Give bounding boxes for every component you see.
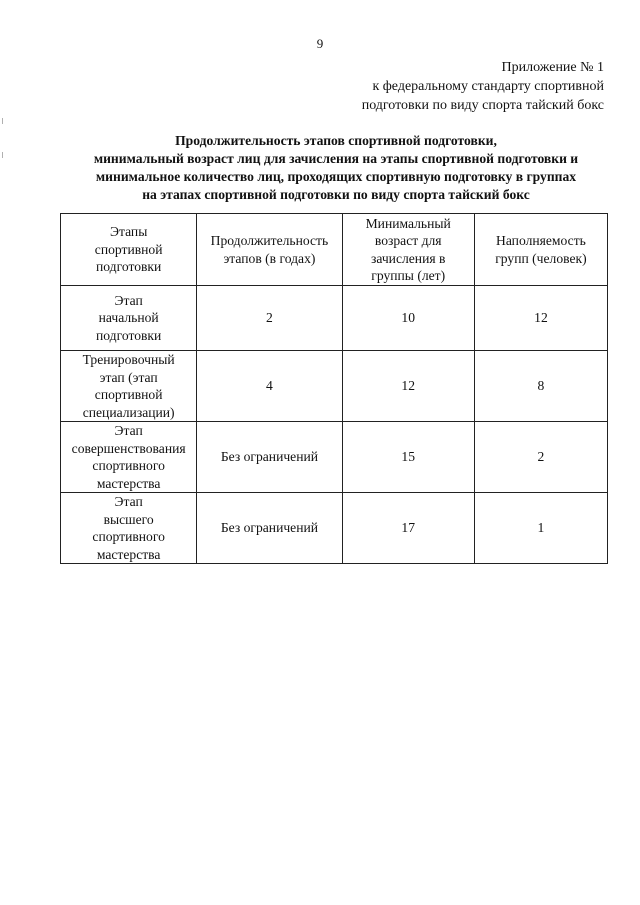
title-line: Продолжительность этапов спортивной подготовки, <box>175 133 497 148</box>
cell-duration: 2 <box>197 286 342 351</box>
stage-line: Этап <box>114 423 143 438</box>
cell-group-size: 12 <box>474 286 607 351</box>
appendix-line: Приложение № 1 <box>501 60 604 75</box>
cell-group-size: 8 <box>474 351 607 422</box>
table-header-row <box>61 214 608 286</box>
header-line: Продолжительность <box>210 233 329 248</box>
header-line: групп (человек) <box>495 250 587 266</box>
header-line: группы (лет) <box>371 268 446 283</box>
stage-line: спортивной <box>94 387 163 402</box>
title-line: минимальный возраст лиц для зачисления на этапы спортивной подготовки и <box>93 151 579 166</box>
header-line: этапов (в годах) <box>223 250 316 266</box>
stage-line: совершенствования <box>71 440 186 456</box>
margin-mark <box>2 118 3 124</box>
table-row <box>61 286 608 351</box>
stage-line: Этап <box>114 292 143 308</box>
cell-min-age: 12 <box>342 351 474 422</box>
title-line: на этапах спортивной подготовки по виду спорта тайский бокс <box>142 187 530 202</box>
cell-stage <box>61 422 197 493</box>
header-line: Минимальный <box>365 215 451 231</box>
stage-line: специализации) <box>82 404 175 420</box>
stage-line: спортивного <box>92 458 165 473</box>
header-stages <box>61 214 197 286</box>
cell-min-age: 10 <box>342 286 474 351</box>
table-row <box>61 351 608 422</box>
cell-stage <box>61 286 197 351</box>
margin-mark <box>2 152 3 158</box>
stage-line: спортивного <box>92 529 165 544</box>
cell-stage <box>61 351 197 422</box>
table-row <box>61 422 608 493</box>
cell-stage <box>61 493 197 564</box>
cell-duration: 4 <box>197 351 342 422</box>
document-title <box>56 132 616 204</box>
cell-min-age: 15 <box>342 422 474 493</box>
stage-line: начальной <box>98 310 159 326</box>
header-duration <box>197 214 342 286</box>
table-row <box>61 493 608 564</box>
header-group-size <box>474 214 607 286</box>
stage-line: высшего <box>103 511 154 527</box>
stages-table <box>60 213 608 564</box>
stage-line: Тренировочный <box>82 352 175 367</box>
stage-line: этап (этап <box>99 369 158 385</box>
cell-group-size: 2 <box>474 422 607 493</box>
stage-line: мастерства <box>96 475 161 491</box>
title-line: минимальное количество лиц, проходящих спортивную подготовку в группах <box>95 169 577 184</box>
header-line: Этапы <box>109 224 148 240</box>
stage-line: мастерства <box>96 546 161 562</box>
header-line: Наполняемость <box>496 233 586 248</box>
appendix-line: к федеральному стандарту спортивной <box>372 79 604 94</box>
header-line: подготовки <box>96 259 162 275</box>
appendix-block <box>362 58 604 115</box>
cell-duration: Без ограничений <box>197 422 342 493</box>
header-min-age <box>342 214 474 286</box>
stage-line: Этап <box>114 494 143 509</box>
cell-min-age: 17 <box>342 493 474 564</box>
appendix-line: подготовки по виду спорта тайский бокс <box>361 98 604 113</box>
cell-duration: Без ограничений <box>197 493 342 564</box>
stage-line: подготовки <box>96 327 162 343</box>
page-number: 9 <box>316 36 324 51</box>
header-line: спортивной <box>94 241 163 257</box>
header-line: зачисления в <box>370 250 446 266</box>
header-line: возраст для <box>374 233 442 248</box>
cell-group-size: 1 <box>474 493 607 564</box>
